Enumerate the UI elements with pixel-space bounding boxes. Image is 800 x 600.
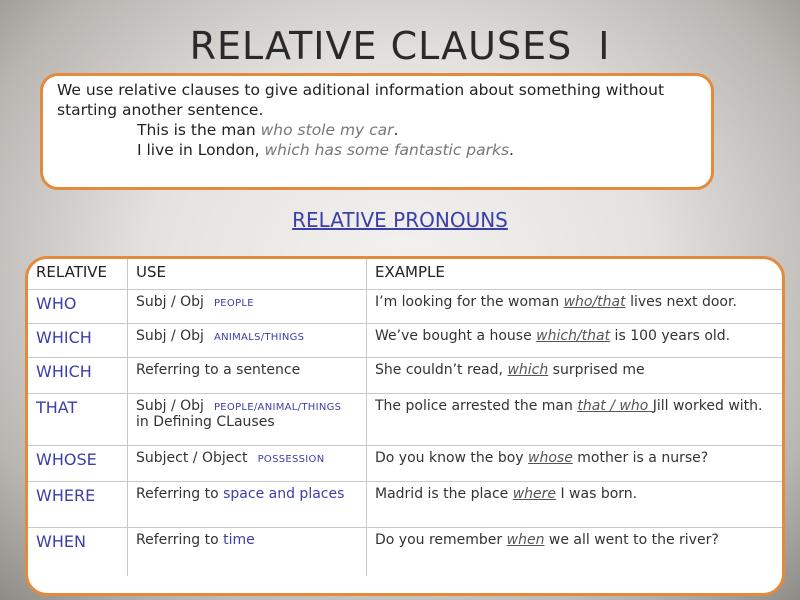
use-cell xyxy=(128,394,367,446)
example-1-text: This is the man xyxy=(137,121,261,139)
relative-cell: THAT xyxy=(28,394,128,446)
intro-line-1: We use relative clauses to give aditional information about something without xyxy=(57,81,665,99)
example-rest: I was born. xyxy=(556,486,638,502)
use-tag: ANIMALS/THINGS xyxy=(213,332,305,343)
use-text: Referring to xyxy=(136,486,224,502)
use-text: Subject / Object xyxy=(136,450,248,466)
header-example: EXAMPLE xyxy=(367,259,783,290)
use-cell xyxy=(128,528,367,576)
use-tag: PEOPLE/ANIMAL/THINGS xyxy=(213,402,342,413)
example-cell xyxy=(367,528,783,576)
pronouns-table-box xyxy=(25,256,785,596)
example-2-text: I live in London, xyxy=(137,141,265,159)
use-text: Referring to xyxy=(136,532,224,548)
example-pronoun: whose xyxy=(528,450,573,466)
table-row xyxy=(28,394,782,446)
example-rest: surprised me xyxy=(548,362,645,378)
use-text: Referring to a sentence xyxy=(136,362,301,378)
example-pronoun: when xyxy=(506,532,545,548)
example-cell xyxy=(367,394,783,446)
example-cell xyxy=(367,446,783,482)
table-row xyxy=(28,482,782,528)
use-highlight: space and places xyxy=(223,486,345,502)
example-rest: is 100 years old. xyxy=(610,328,731,344)
intro-example-2 xyxy=(57,140,697,160)
use-text: Subj / Obj xyxy=(136,398,204,414)
use-cell xyxy=(128,324,367,358)
pronouns-table xyxy=(28,259,782,576)
use-cell xyxy=(128,482,367,528)
example-text: Do you know the boy xyxy=(375,450,529,466)
example-2-end: . xyxy=(509,141,514,159)
table-row xyxy=(28,528,782,576)
example-2-clause: which has some fantastic parks xyxy=(264,141,510,159)
use-cell xyxy=(128,446,367,482)
example-rest: lives next door. xyxy=(625,294,737,310)
subtitle-text: RELATIVE PRONOUNS xyxy=(292,208,508,232)
header-use: USE xyxy=(128,259,367,290)
relative-cell: WHEN xyxy=(28,528,128,576)
title-text: RELATIVE CLAUSES xyxy=(189,24,573,68)
intro-box xyxy=(40,73,714,190)
example-cell xyxy=(367,358,783,394)
relative-cell: WHICH xyxy=(28,324,128,358)
table-row xyxy=(28,446,782,482)
example-pronoun: that / who xyxy=(577,398,653,414)
example-text: The police arrested the man xyxy=(375,398,578,414)
example-text: She couldn’t read, xyxy=(375,362,508,378)
table-header-row xyxy=(28,259,782,290)
intro-line-2: starting another sentence. xyxy=(57,101,264,119)
title-mark: I xyxy=(598,24,611,68)
example-rest: mother is a nurse? xyxy=(572,450,709,466)
example-rest: we all went to the river? xyxy=(544,532,719,548)
use-tag: PEOPLE xyxy=(213,298,254,309)
use-cell xyxy=(128,290,367,324)
section-subtitle xyxy=(0,208,800,232)
example-text: We’ve bought a house xyxy=(375,328,537,344)
use-text: Subj / Obj xyxy=(136,328,204,344)
use-highlight: time xyxy=(223,532,255,548)
example-text: Madrid is the place xyxy=(375,486,513,502)
example-cell xyxy=(367,324,783,358)
example-1-end: . xyxy=(393,121,399,139)
intro-example-1 xyxy=(57,120,697,140)
use-text: Subj / Obj xyxy=(136,294,204,310)
use-extra: in Defining CLauses xyxy=(136,414,275,430)
relative-cell: WHERE xyxy=(28,482,128,528)
example-text: Do you remember xyxy=(375,532,507,548)
table-row xyxy=(28,358,782,394)
table-row xyxy=(28,290,782,324)
relative-cell: WHICH xyxy=(28,358,128,394)
example-pronoun: who/that xyxy=(563,294,626,310)
relative-cell: WHO xyxy=(28,290,128,324)
example-cell xyxy=(367,290,783,324)
relative-cell: WHOSE xyxy=(28,446,128,482)
page-title xyxy=(0,24,800,68)
table-row xyxy=(28,324,782,358)
header-relative: RELATIVE xyxy=(28,259,128,290)
example-text: I’m looking for the woman xyxy=(375,294,564,310)
example-rest: Jill worked with. xyxy=(652,398,763,414)
use-tag: POSSESSION xyxy=(257,454,325,465)
example-pronoun: where xyxy=(512,486,557,502)
example-1-clause: who stole my car xyxy=(260,121,394,139)
example-pronoun: which xyxy=(507,362,549,378)
example-pronoun: which/that xyxy=(536,328,611,344)
example-cell xyxy=(367,482,783,528)
use-cell xyxy=(128,358,367,394)
